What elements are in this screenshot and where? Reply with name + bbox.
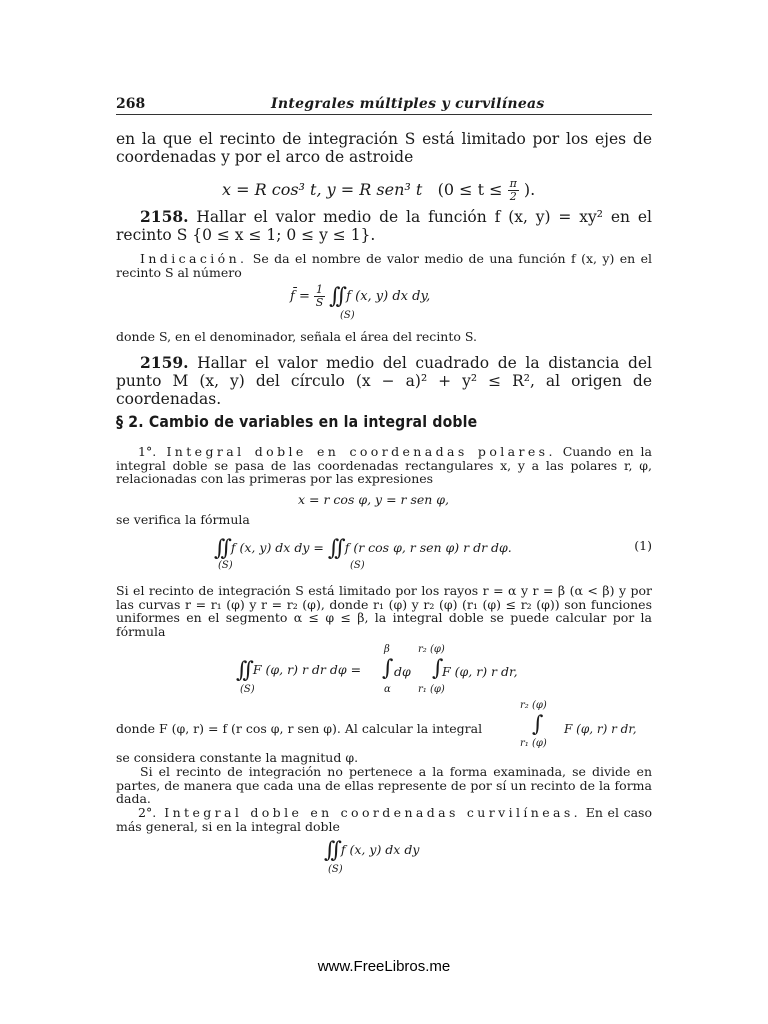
equation-astroid bbox=[222, 178, 535, 203]
equation-mean-value: f̄ = $\frac{1}{S}$ ∫∫ f (x, y) dx dy, (S) bbox=[290, 283, 431, 321]
subsection-polar: 1°. Integral doble en coordenadas polares. Cuando en la integral doble se pasa de las coordenadas rectangulares x, y a las polares r, φ, relacionadas con las primeras por las expresiones bbox=[116, 444, 652, 486]
paragraph-recinto: Si el recinto de integración S está limitado por los rayos r = α y r = β (α < β) y por las curvas r = r₁ (φ) y r = r₂ (φ), donde r₁ (φ) y r₂ (φ) (r₁ (φ) ≤ r₂ (φ)) son funciones uniformes en el segmento α ≤ φ ≤ β, la integral doble se puede calcular por la fórmula bbox=[116, 583, 652, 639]
page-number: 268 bbox=[116, 96, 146, 112]
section-title: § 2. Cambio de variables en la integral doble bbox=[116, 412, 478, 431]
header-rule bbox=[116, 114, 652, 115]
fraction-one-over-s: $\frac{1}{S}$ bbox=[315, 283, 324, 309]
integral-region: (S) bbox=[340, 310, 355, 321]
equation-inline-integral: r₂ (φ) ∫ r₁ (φ) F (φ, r) r dr, bbox=[520, 700, 637, 749]
paragraph-donde-f: donde F (φ, r) = f (r cos φ, r sen φ). Al calcular la integral bbox=[116, 721, 483, 736]
astroid-range-close: ). bbox=[523, 180, 536, 199]
astroid-param: x = R cos³ t, y = R sen³ t bbox=[222, 180, 423, 199]
problem-2158: 2158. Hallar el valor medio de la función f (x, y) = xy² en el recinto S {0 ≤ x ≤ 1; 0 ≤ y ≤ 1}. bbox=[116, 207, 652, 244]
fraction-pi-half: $\frac{\pi}{2}$ bbox=[509, 177, 517, 203]
subsection-curvilinear: 2°. Integral doble en coordenadas curvilíneas. En el caso más general, si en la integral doble bbox=[116, 805, 652, 834]
paragraph-partes: Si el recinto de integración no pertenece a la forma examinada, se divide en partes, de manera que cada una de ellas represente de por sí un recinto de la forma dada. bbox=[116, 764, 652, 806]
equation-1: ∫∫ f (x, y) dx dy = ∫∫ f (r cos φ, r sen φ) r dr dφ. (S) (S) (1) bbox=[214, 536, 652, 571]
equation-tag: (1) bbox=[634, 538, 652, 553]
indicacion-note: Indicación. Se da el nombre de valor medio de una función f (x, y) en el recinto S al número bbox=[116, 251, 652, 280]
footer-watermark: www.FreeLibros.me bbox=[317, 958, 451, 975]
running-title: Integrales múltiples y curvilíneas bbox=[271, 96, 545, 112]
double-integral-sign: ∫∫ bbox=[329, 284, 343, 309]
equation-iterated: ∫∫ F (φ, r) r dr dφ = (S) ∫ β α dφ ∫ r₂ (φ) r₁ (φ) F (φ, r) r dr, bbox=[236, 644, 518, 695]
paragraph-verify: se verifica la fórmula bbox=[116, 512, 250, 527]
paragraph-constant: se considera constante la magnitud φ. bbox=[116, 750, 359, 765]
equation-polar: x = r cos φ, y = r sen φ, bbox=[298, 492, 450, 507]
astroid-range-open: (0 ≤ t ≤ bbox=[437, 180, 508, 199]
paragraph-astroid: en la que el recinto de integración S está limitado por los ejes de coordenadas y por el arco de astroide bbox=[116, 130, 652, 166]
equation-curvilinear: ∫∫ f (x, y) dx dy (S) bbox=[324, 838, 420, 875]
paragraph-denominator: donde S, en el denominador, señala el área del recinto S. bbox=[116, 329, 477, 344]
problem-2159: 2159. Hallar el valor medio del cuadrado de la distancia del punto M (x, y) del círculo (x − a)² + y² ≤ R², al origen de coordenadas. bbox=[116, 353, 652, 408]
